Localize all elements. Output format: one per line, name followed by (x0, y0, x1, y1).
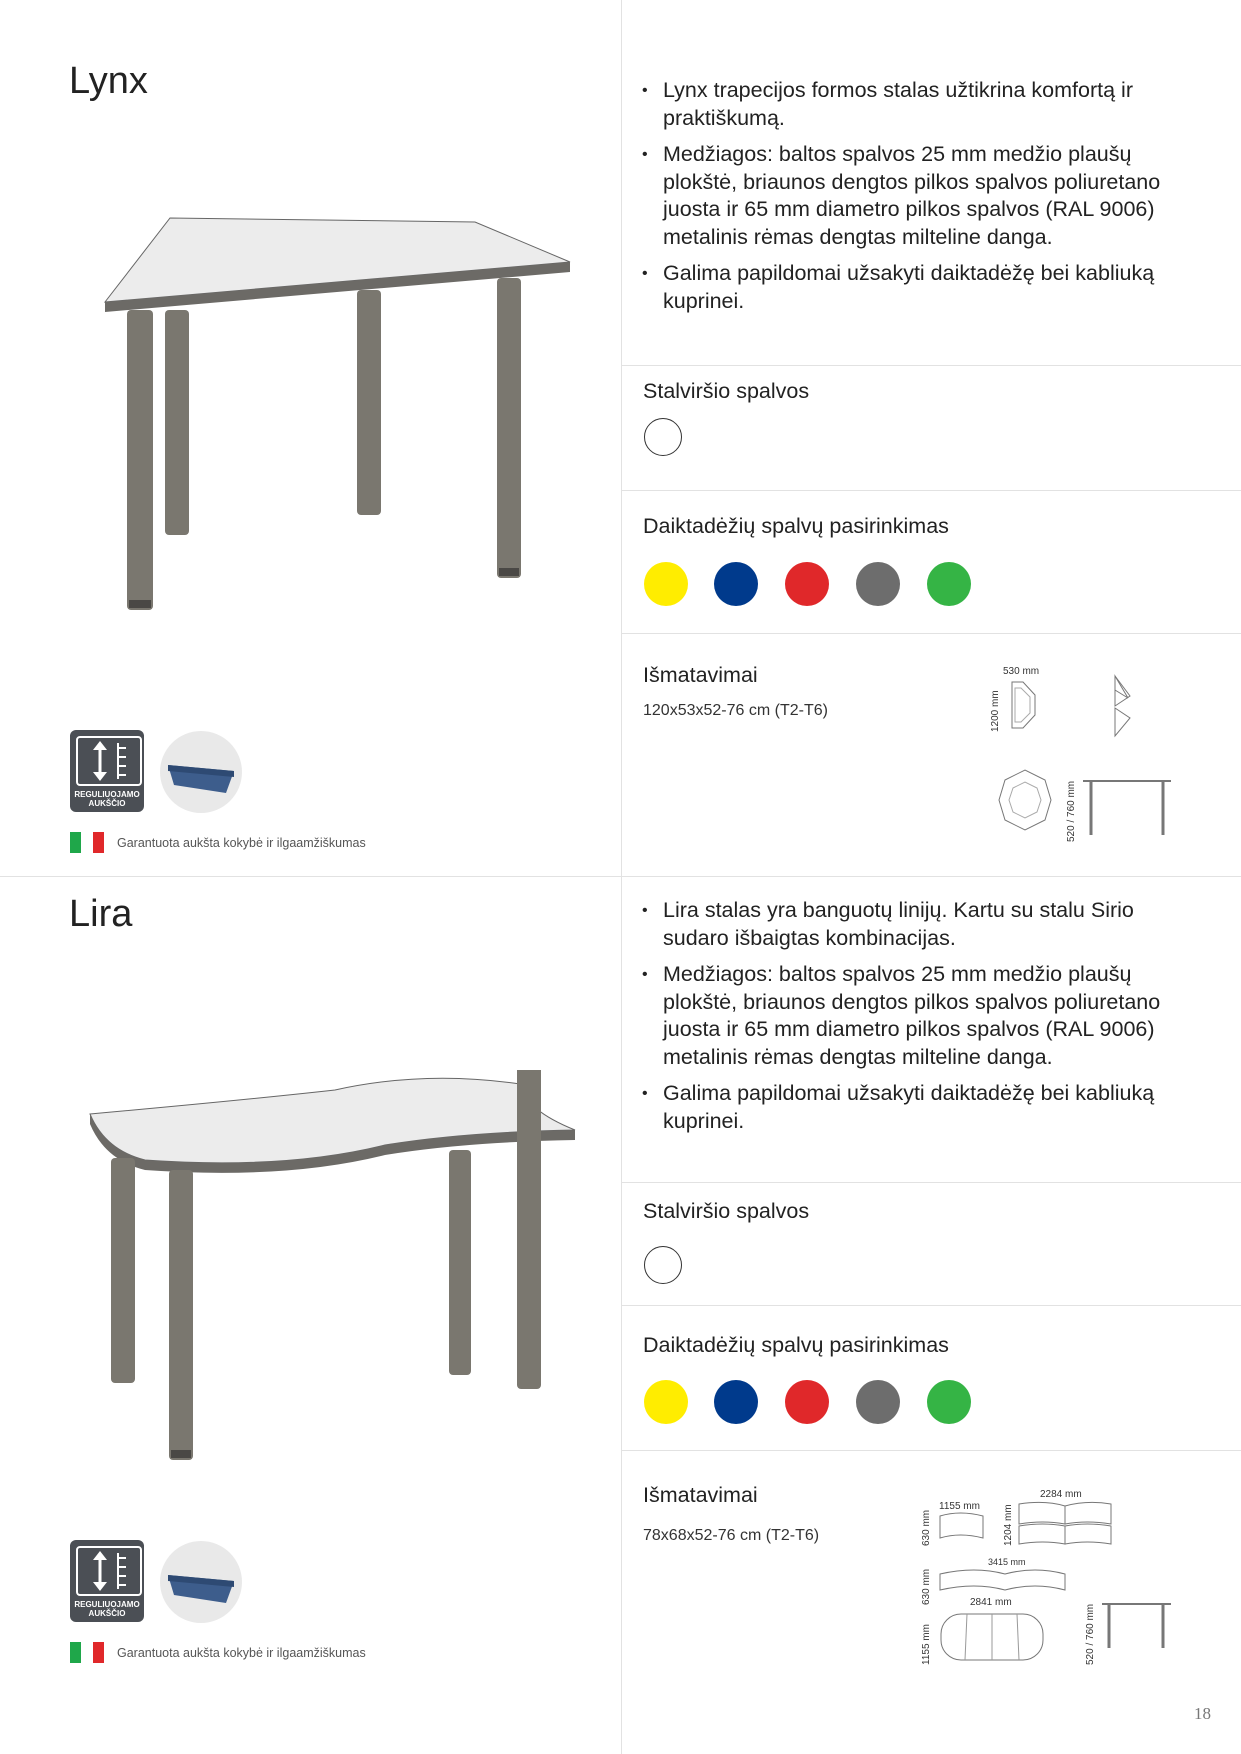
lynx-dimensions-value: 120x53x52-76 cm (T2-T6) (643, 702, 828, 719)
lira-dimensions-title: Išmatavimai (643, 1483, 758, 1507)
lynx-top-colors-title: Stalviršio spalvos (643, 379, 810, 403)
height-arrows-icon (76, 1546, 142, 1596)
lynx-box-color-red[interactable] (785, 562, 829, 606)
lira-storage-tray-image (160, 1541, 242, 1623)
lynx-storage-tray-image (160, 731, 242, 813)
product-title-lira: Lira (69, 893, 133, 935)
lynx-width-label: 530 mm (1003, 666, 1040, 677)
lira-bullet-3: • Galima papildomai užsakyti daiktadėžę bei kabliuką kuprinei. (642, 1080, 1182, 1135)
lynx-table-image (85, 210, 580, 610)
lynx-description-list (642, 77, 1182, 324)
lira-top-color-white[interactable] (644, 1246, 682, 1284)
lira-adjustable-height-badge (70, 1540, 144, 1622)
lira-h2-label: 1204 mm (1003, 1504, 1014, 1546)
lynx-box-color-blue[interactable] (714, 562, 758, 606)
lira-box-color-yellow[interactable] (644, 1380, 688, 1424)
lira-bullet-2: • Medžiagos: baltos spalvos 25 mm medžio plaušų plokštė, briaunos dengtos pilkos spalvos poliuretano juosta ir 65 mm diametro pilkos spalvos (RAL 9006) metalinis rėmas dengtas milteline danga. (642, 961, 1182, 1071)
lynx-quality-text: Garantuota aukšta kokybė ir ilgaamžiškumas (117, 836, 366, 850)
lynx-adjustable-height-badge (70, 730, 144, 812)
italy-flag-icon (70, 1642, 104, 1663)
lynx-bullet-1: • Lynx trapecijos formos stalas užtikrina komfortą ir praktiškumą. (642, 77, 1182, 132)
lira-w1-label: 1155 mm (939, 1501, 980, 1512)
lira-top-colors-title: Stalviršio spalvos (643, 1199, 810, 1223)
lira-dimensions-value: 78x68x52-76 cm (T2-T6) (643, 1527, 820, 1544)
lira-w2-label: 2284 mm (1040, 1489, 1082, 1500)
height-arrows-icon (76, 736, 142, 786)
lira-dimension-diagram (915, 1480, 1185, 1670)
lira-table-image (85, 1070, 585, 1465)
lynx-box-color-yellow[interactable] (644, 562, 688, 606)
divider (622, 1450, 1241, 1451)
lynx-bullet-3: • Galima papildomai užsakyti daiktadėžę bei kabliuką kuprinei. (642, 260, 1182, 315)
column-divider (621, 0, 622, 1754)
lira-w3-label: 3415 mm (988, 1557, 1026, 1567)
divider (622, 633, 1241, 634)
lynx-height-label: 520 / 760 mm (1066, 780, 1077, 842)
product-title-lynx: Lynx (69, 60, 148, 102)
lira-w4-label: 2841 mm (970, 1597, 1012, 1608)
lynx-box-color-green[interactable] (927, 562, 971, 606)
lynx-dimensions-title: Išmatavimai (643, 663, 758, 687)
lynx-top-color-white[interactable] (644, 418, 682, 456)
badge-label: REGULIUOJAMO AUKŠČIO (74, 790, 140, 808)
lynx-dimension-diagram (985, 660, 1185, 850)
divider (622, 365, 1241, 366)
lira-description-list (642, 897, 1182, 1144)
section-divider (0, 876, 1241, 877)
lira-box-color-grey[interactable] (856, 1380, 900, 1424)
lira-box-colors-title: Daiktadėžių spalvų pasirinkimas (643, 1333, 949, 1357)
badge-label: REGULIUOJAMO AUKŠČIO (74, 1600, 140, 1618)
lira-box-color-red[interactable] (785, 1380, 829, 1424)
lynx-length-label: 1200 mm (990, 690, 1001, 732)
lira-box-color-green[interactable] (927, 1380, 971, 1424)
lira-h1-label: 630 mm (921, 1509, 932, 1546)
lynx-box-colors-title: Daiktadėžių spalvų pasirinkimas (643, 514, 949, 538)
divider (622, 1305, 1241, 1306)
divider (622, 490, 1241, 491)
lira-quality-text: Garantuota aukšta kokybė ir ilgaamžiškumas (117, 1646, 366, 1660)
lira-bullet-1: • Lira stalas yra banguotų linijų. Kartu su stalu Sirio sudaro išbaigtas kombinacijas. (642, 897, 1182, 952)
lira-box-color-blue[interactable] (714, 1380, 758, 1424)
lynx-box-color-grey[interactable] (856, 562, 900, 606)
lynx-bullet-2: • Medžiagos: baltos spalvos 25 mm medžio plaušų plokštė, briaunos dengtos pilkos spalvos poliuretano juosta ir 65 mm diametro pilkos spalvos (RAL 9006) metalinis rėmas dengtas milteline danga. (642, 141, 1182, 251)
lira-h4-label: 1155 mm (921, 1624, 932, 1665)
italy-flag-icon (70, 832, 104, 853)
divider (622, 1182, 1241, 1183)
lira-h3-label: 630 mm (921, 1568, 932, 1605)
page-number: 18 (1194, 1704, 1211, 1723)
lira-height-label: 520 / 760 mm (1085, 1603, 1096, 1665)
